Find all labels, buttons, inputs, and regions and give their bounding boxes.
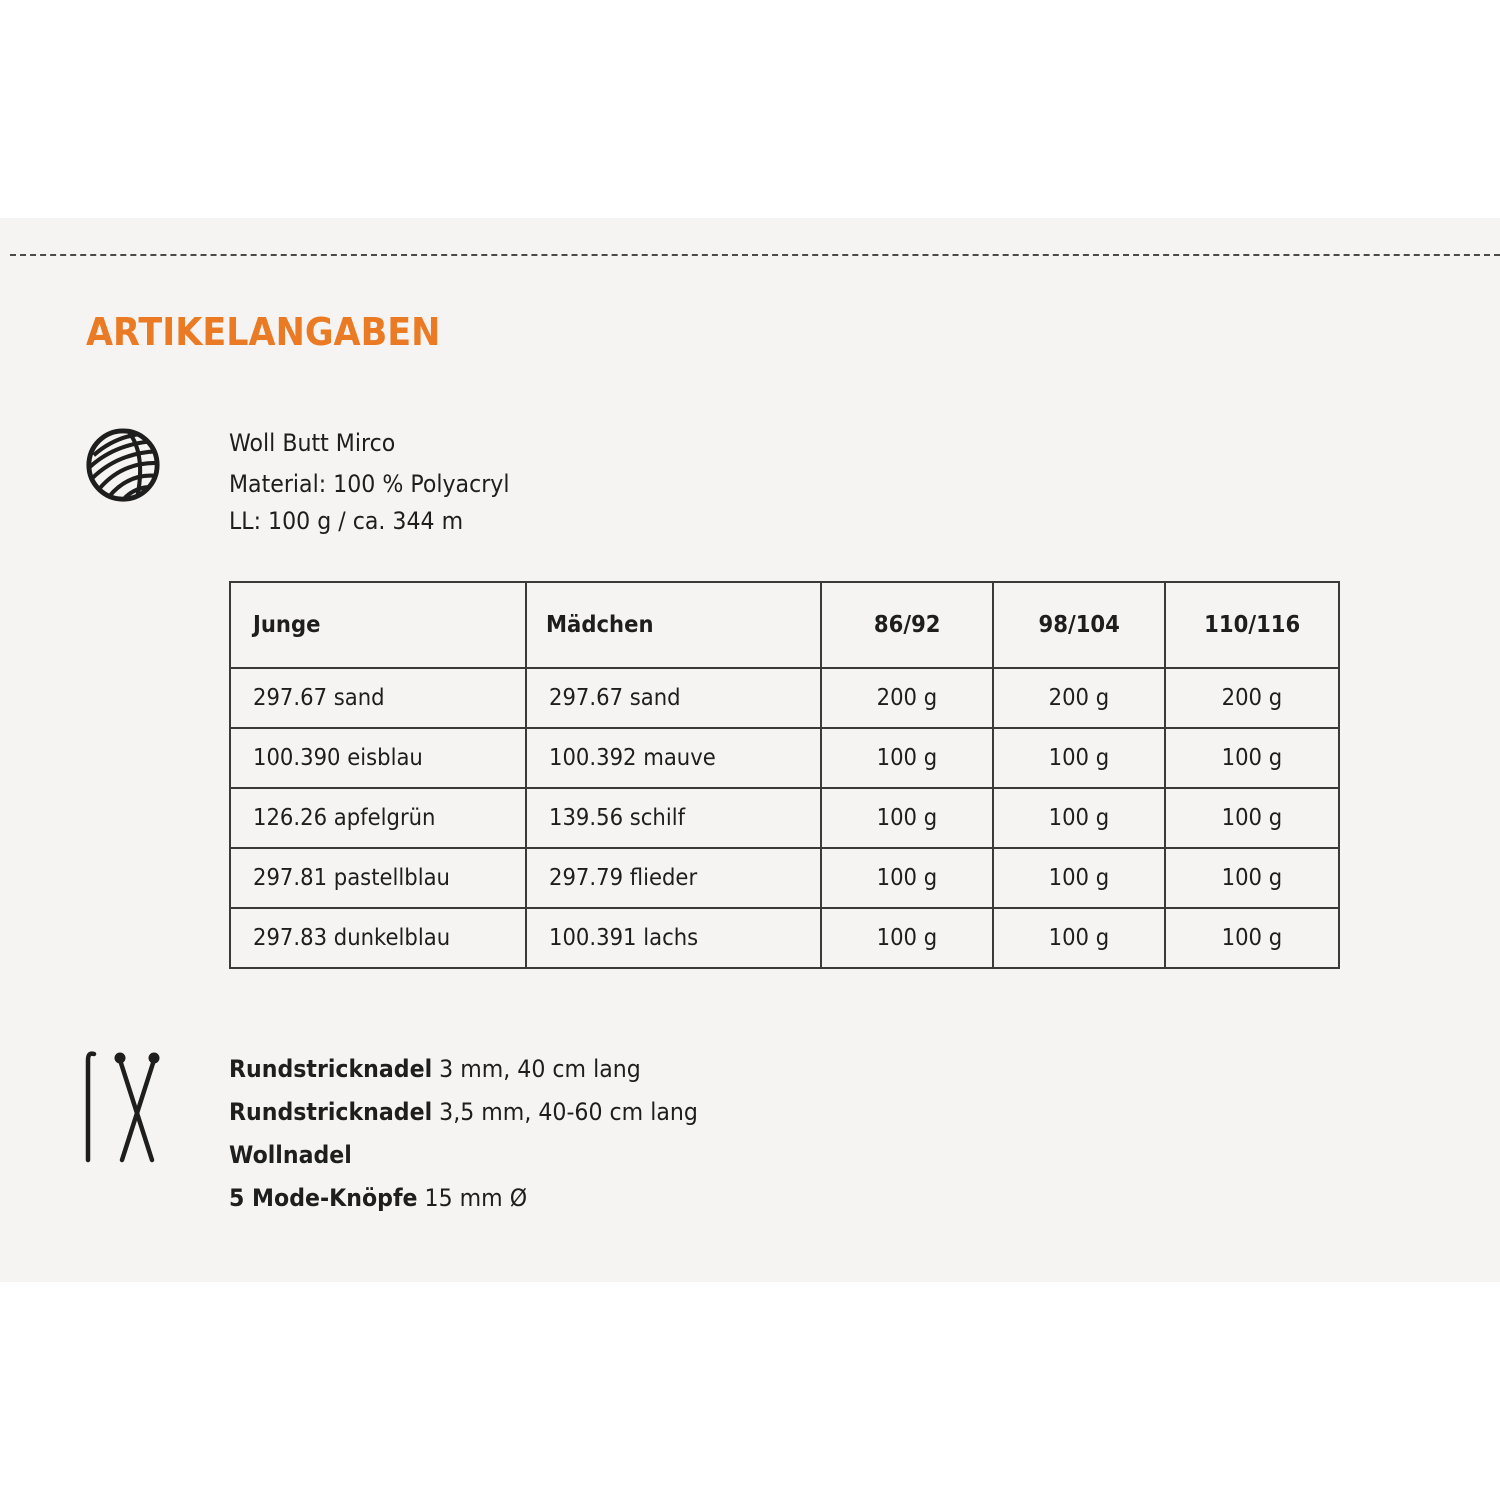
tool-item: Wollnadel (229, 1141, 352, 1169)
tool-item: Rundstricknadel 3,5 mm, 40-60 cm lang (229, 1098, 698, 1126)
table-cell: 100 g (993, 728, 1165, 788)
table-cell: 200 g (993, 668, 1165, 728)
table-cell: 100 g (1165, 728, 1339, 788)
table-cell: 100.392 mauve (526, 728, 821, 788)
yarn-ball-icon (84, 426, 162, 504)
table-cell: 100.390 eisblau (230, 728, 526, 788)
dashed-cut-line (10, 254, 1500, 256)
tools-list (229, 1048, 739, 1220)
table-row (230, 848, 1339, 908)
column-header-size-110-116: 110/116 (1165, 582, 1339, 668)
table-cell: 126.26 apfelgrün (230, 788, 526, 848)
tool-item: 5 Mode-Knöpfe 15 mm Ø (229, 1184, 528, 1212)
knitting-needles-icon (80, 1048, 166, 1164)
table-cell: 297.79 flieder (526, 848, 821, 908)
table-cell: 100 g (1165, 908, 1339, 968)
table-row (230, 788, 1339, 848)
table-cell: 139.56 schilf (526, 788, 821, 848)
table-cell: 200 g (1165, 668, 1339, 728)
table-cell: 297.67 sand (230, 668, 526, 728)
yarn-name: Woll Butt Mirco (229, 429, 396, 457)
column-header-size-98-104: 98/104 (993, 582, 1165, 668)
yarn-details (229, 424, 534, 536)
table-cell: 100 g (993, 908, 1165, 968)
table-cell: 297.83 dunkelblau (230, 908, 526, 968)
table-cell: 100 g (1165, 788, 1339, 848)
table-cell: 100.391 lachs (526, 908, 821, 968)
table-cell: 100 g (821, 908, 993, 968)
table-cell: 100 g (1165, 848, 1339, 908)
section-title: ARTIKELANGABEN (86, 310, 441, 354)
table-cell: 297.67 sand (526, 668, 821, 728)
table-cell: 100 g (993, 788, 1165, 848)
table-header-row (230, 582, 1339, 668)
yarn-length: LL: 100 g / ca. 344 m (229, 507, 464, 535)
table-cell: 100 g (821, 788, 993, 848)
yarn-material: Material: 100 % Polyacryl (229, 470, 510, 498)
yarn-quantity-table (229, 581, 1340, 969)
table-cell: 100 g (821, 728, 993, 788)
column-header-junge: Junge (230, 582, 526, 668)
table-row (230, 668, 1339, 728)
table-cell: 200 g (821, 668, 993, 728)
table-row (230, 728, 1339, 788)
table-cell: 100 g (821, 848, 993, 908)
table-cell: 100 g (993, 848, 1165, 908)
table-cell: 297.81 pastellblau (230, 848, 526, 908)
table-row (230, 908, 1339, 968)
column-header-maedchen: Mädchen (526, 582, 821, 668)
article-info-panel (0, 218, 1500, 1282)
tool-item: Rundstricknadel 3 mm, 40 cm lang (229, 1055, 641, 1083)
column-header-size-86-92: 86/92 (821, 582, 993, 668)
